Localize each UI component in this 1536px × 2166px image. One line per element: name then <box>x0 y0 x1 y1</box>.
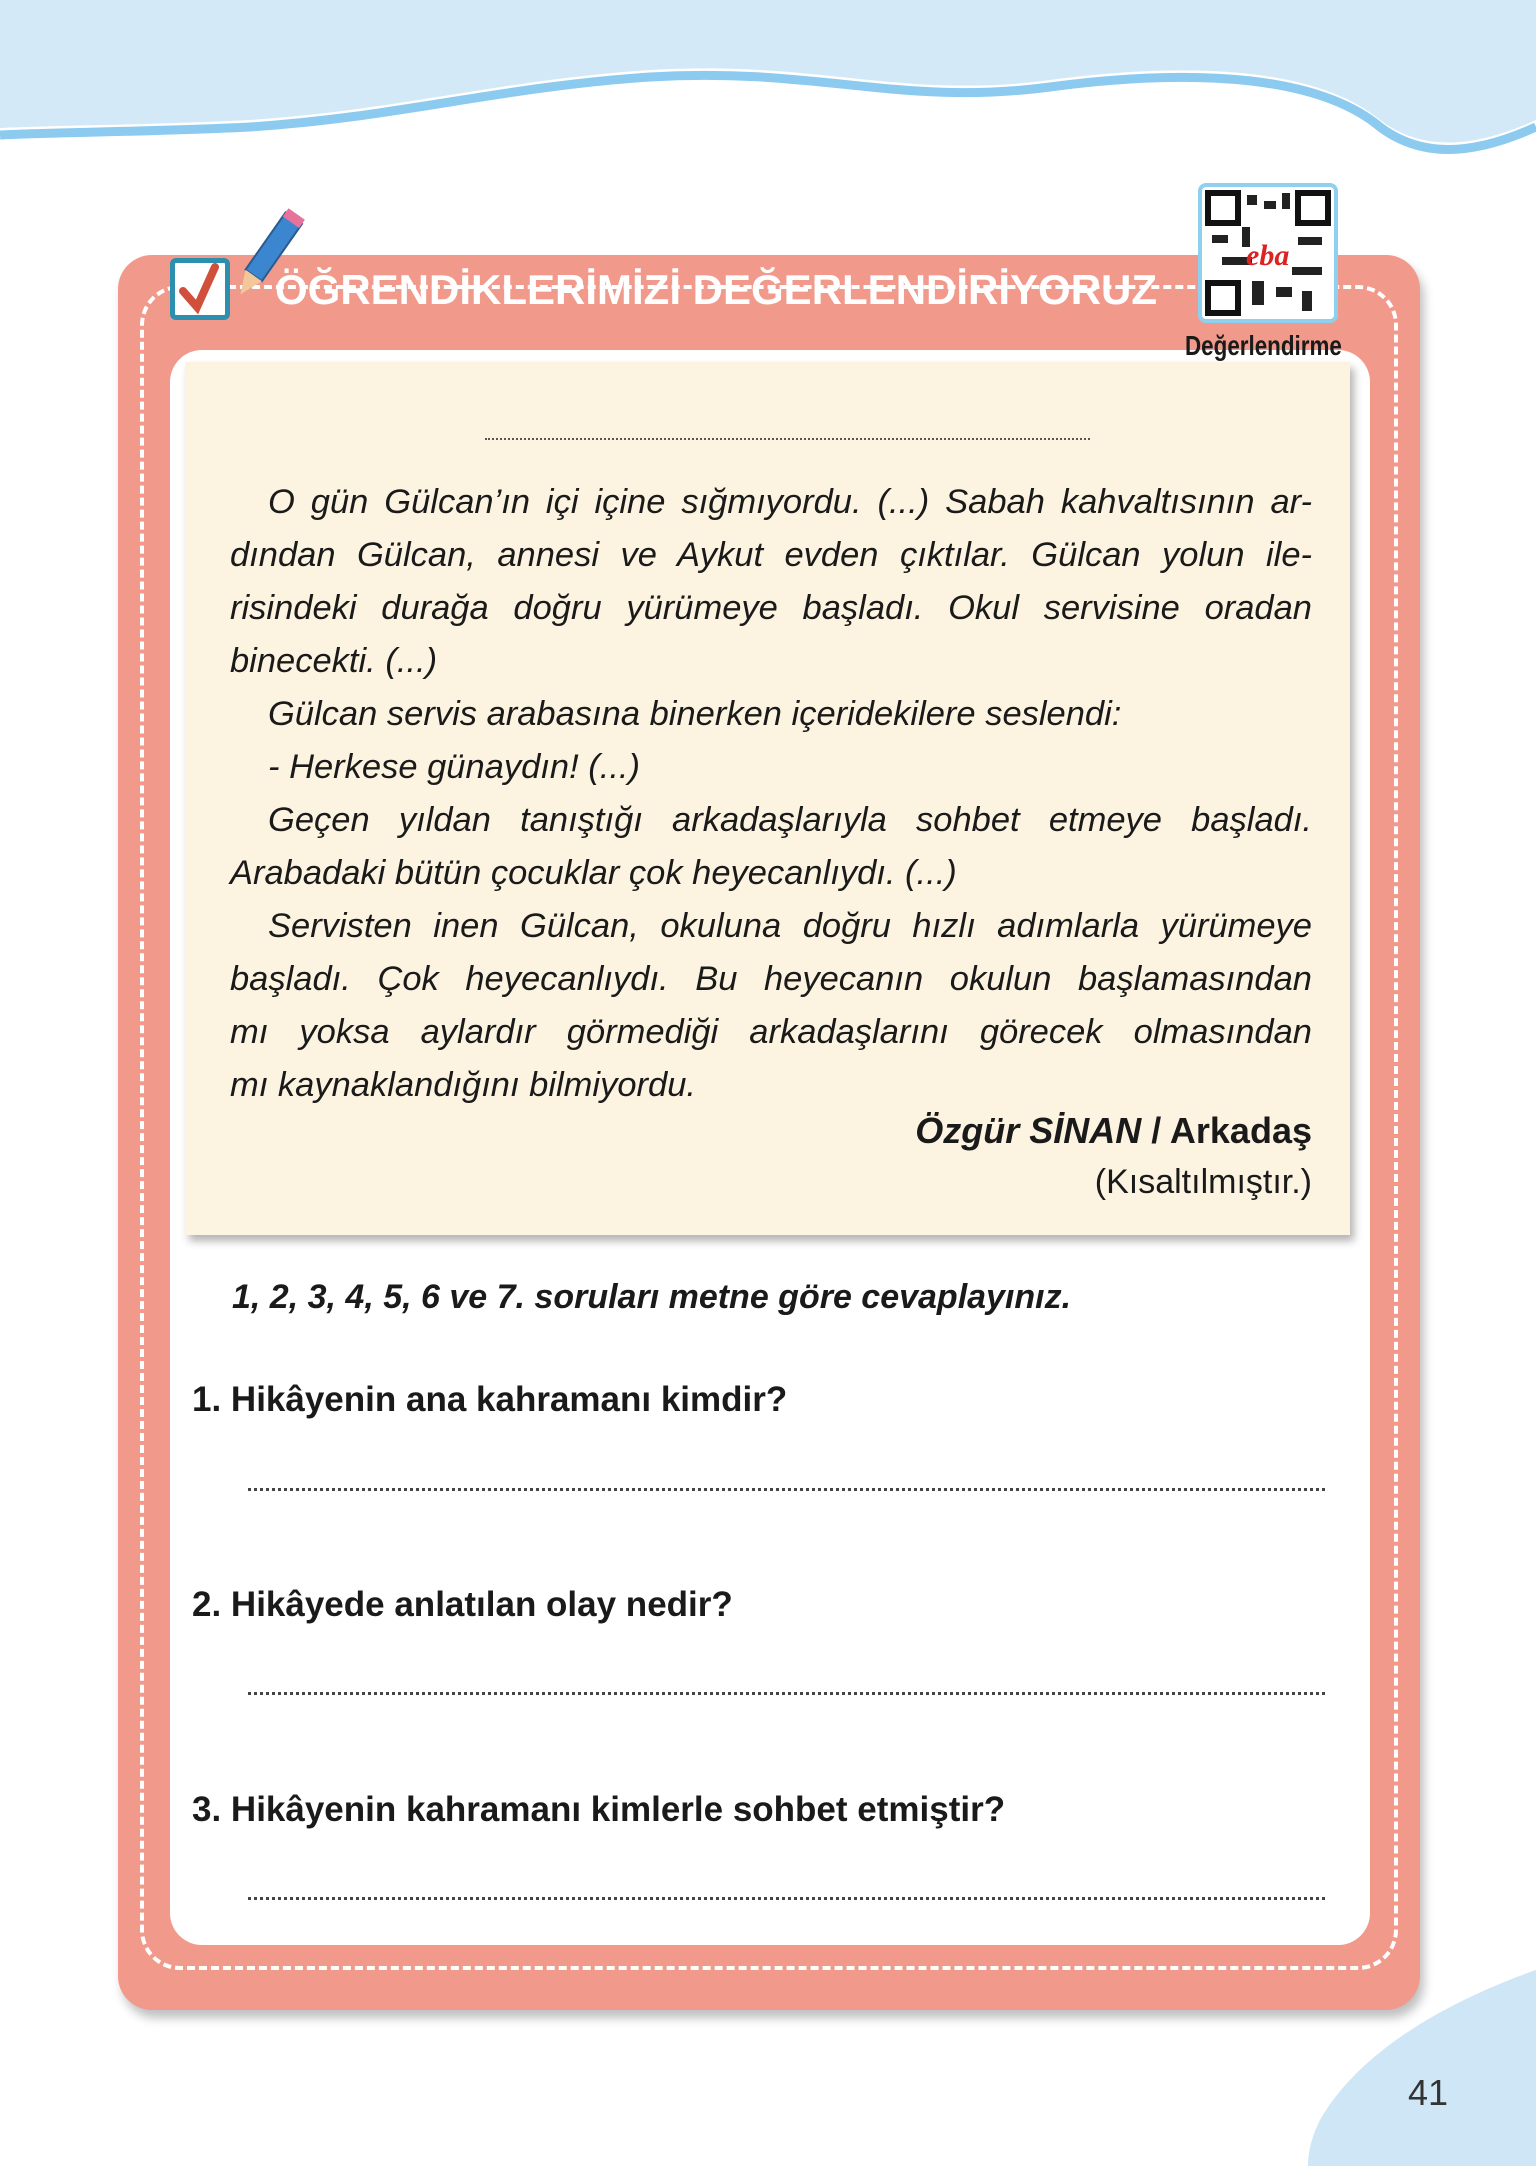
passage-line: dından Gülcan, annesi ve Aykut evden çıktılar. Gülcan yolun ile- <box>230 536 1312 574</box>
passage-line: mı yoksa aylardır görmediği arkadaşlarını görecek olmasından <box>230 1013 1312 1051</box>
question-3: 3. Hikâyenin kahramanı kimlerle sohbet etmiştir? <box>192 1790 1006 1829</box>
passage-line: binecekti. (...) <box>230 642 438 680</box>
instruction: 1, 2, 3, 4, 5, 6 ve 7. soruları metne göre cevaplayınız. <box>232 1278 1072 1316</box>
work-title: / Arkadaş <box>1141 1110 1312 1151</box>
abridged-note: (Kısaltılmıştır.) <box>1094 1163 1312 1201</box>
passage-line: Servisten inen Gülcan, okuluna doğru hızlı adımlarla yürümeye <box>268 907 1312 945</box>
answer-line-2[interactable] <box>248 1692 1325 1695</box>
page-number: 41 <box>1408 2072 1449 2113</box>
question-1: 1. Hikâyenin ana kahramanı kimdir? <box>192 1380 788 1419</box>
qr-code-icon <box>1202 187 1334 319</box>
passage-line: - Herkese günaydın! (...) <box>268 748 640 786</box>
qr-label: Değerlendirme <box>1185 330 1342 361</box>
section-title: ÖĞRENDİKLERİMİZİ DEĞERLENDİRİYORUZ <box>275 266 1158 313</box>
passage-line: O gün Gülcan’ın içi içine sığmıyordu. (...) Sabah kahvaltısının ar- <box>268 483 1312 521</box>
author-name: Özgür SİNAN <box>915 1110 1142 1151</box>
question-2: 2. Hikâyede anlatılan olay nedir? <box>192 1585 733 1624</box>
passage-line: Geçen yıldan tanıştığı arkadaşlarıyla sohbet etmeye başladı. <box>268 801 1312 839</box>
checkbox-icon <box>170 258 230 320</box>
top-wave-decoration <box>0 0 1536 160</box>
passage-line: başladı. Çok heyecanlıydı. Bu heyecanın okulun başlamasından <box>230 960 1312 998</box>
passage-line: mı kaynaklandığını bilmiyordu. <box>230 1066 696 1104</box>
svg-text:eba: eba <box>1246 239 1290 272</box>
qr-code[interactable] <box>1198 183 1338 323</box>
passage-line: Gülcan servis arabasına binerken içeridekilere seslendi: <box>268 695 1122 733</box>
passage-line: Arabadaki bütün çocuklar çok heyecanlıydı. (...) <box>230 854 957 892</box>
passage-source <box>915 1110 1312 1152</box>
answer-line-3[interactable] <box>248 1897 1325 1900</box>
passage-line: risindeki durağa doğru yürümeye başladı. Okul servisine oradan <box>230 589 1312 627</box>
title-blank-line <box>485 438 1090 440</box>
answer-line-1[interactable] <box>248 1488 1325 1491</box>
